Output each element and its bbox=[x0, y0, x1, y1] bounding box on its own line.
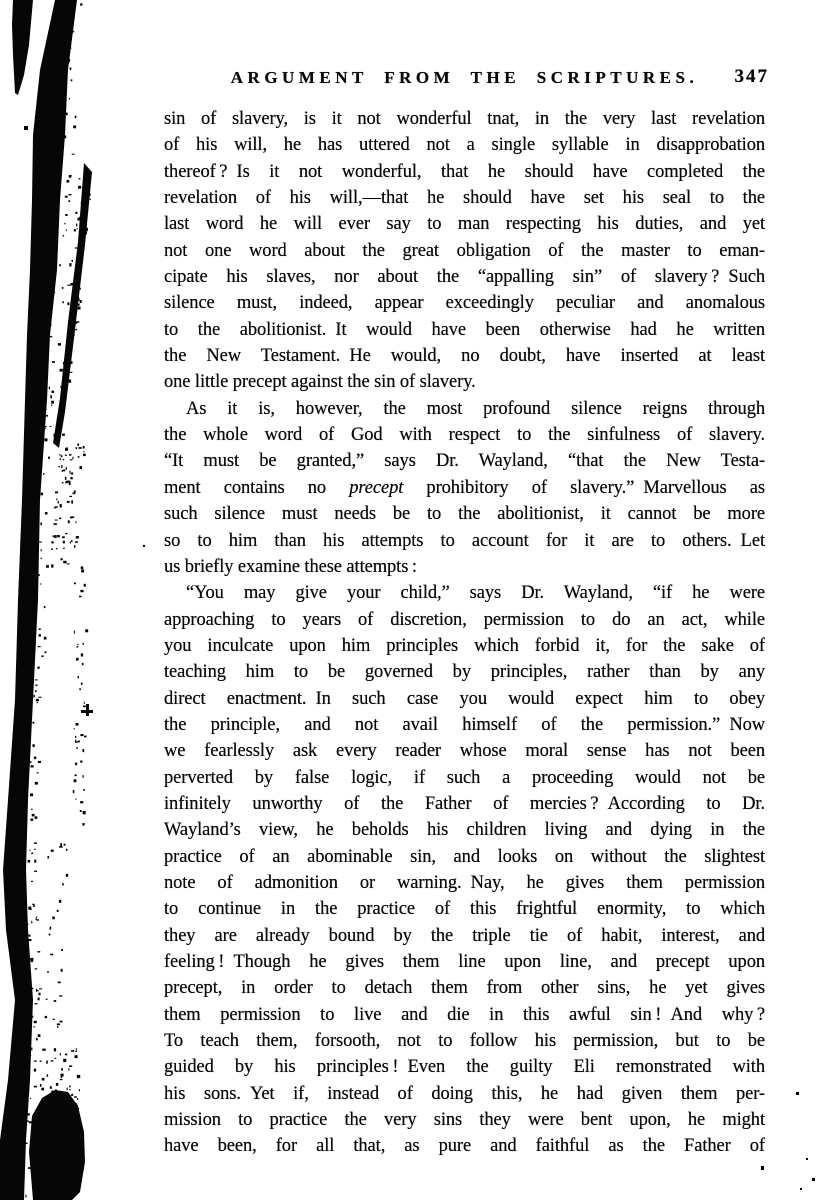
page-header bbox=[164, 66, 769, 94]
text-line bbox=[164, 791, 765, 817]
text-line bbox=[164, 975, 765, 1001]
text-line bbox=[164, 870, 765, 896]
text-line bbox=[164, 501, 765, 527]
text-segment: As it is, however, the most profound silence reigns through bbox=[186, 398, 765, 419]
text-segment: have been, for all that, as pure and faithful as the Father of bbox=[164, 1136, 765, 1157]
text-line bbox=[164, 475, 765, 501]
text-line bbox=[164, 528, 765, 554]
text-segment: practice of an abominable sin, and looks on without the slightest bbox=[164, 846, 765, 867]
text-segment: “You may give your child,” says Dr. Wayland, “if he were bbox=[186, 583, 765, 604]
text-segment: the whole word of God with respect to the sinfulness of slavery. bbox=[164, 425, 765, 446]
text-segment: mission to practice the very sins they were bent upon, he might bbox=[164, 1110, 765, 1131]
ink-blob-bottom bbox=[29, 1090, 85, 1200]
text-segment: you inculcate upon him principles which forbid it, for the sake of bbox=[164, 635, 765, 656]
text-segment: infinitely unworthy of the Father of mercies ? According to Dr. bbox=[164, 793, 765, 814]
text-segment: they are already bound by the triple tie of habit, interest, and bbox=[164, 925, 765, 946]
text-line bbox=[164, 765, 765, 791]
text-segment: so to him than his attempts to account for it are to others. Let bbox=[164, 530, 765, 551]
text-line bbox=[164, 369, 765, 395]
text-segment: the New Testament. He would, no doubt, have inserted at least bbox=[164, 346, 765, 367]
text-line bbox=[164, 923, 765, 949]
text-segment: to the abolitionist. It would have been otherwise had he written bbox=[164, 319, 765, 340]
ink-sliver-top-left bbox=[12, 0, 33, 95]
text-segment: such silence must needs be to the abolitionist, it cannot be more bbox=[164, 504, 765, 525]
text-segment: perverted by false logic, if such a proceeding would not be bbox=[164, 767, 765, 788]
text-segment: not one word about the great obligation of the master to eman- bbox=[164, 240, 765, 261]
text-line bbox=[164, 738, 765, 764]
text-line bbox=[164, 554, 765, 580]
text-line bbox=[164, 659, 765, 685]
text-segment: Wayland’s view, he beholds his children living and dying in the bbox=[164, 820, 765, 841]
text-line bbox=[164, 712, 765, 738]
text-line bbox=[164, 1054, 765, 1080]
text-segment: note of admonition or warning. Nay, he gives them permission bbox=[164, 872, 765, 893]
text-segment: cipate his slaves, nor about the “appalling sin” of slavery ? Such bbox=[164, 267, 765, 288]
text-line bbox=[164, 159, 765, 185]
text-segment: approaching to years of discretion, permission to do an act, while bbox=[164, 609, 765, 630]
text-segment: precept, in order to detach them from other sins, he yet gives bbox=[164, 978, 765, 999]
text-line bbox=[164, 580, 765, 606]
text-line bbox=[164, 896, 765, 922]
text-line bbox=[164, 1133, 765, 1159]
text-segment: prohibitory of slavery.” Marvellous as bbox=[403, 477, 765, 498]
italic-text: precept bbox=[349, 477, 404, 498]
text-line bbox=[164, 1107, 765, 1133]
text-segment: of his will, he has uttered not a single syllable in disapprobation bbox=[164, 135, 765, 156]
ink-streak-main bbox=[0, 0, 77, 1200]
text-line bbox=[164, 686, 765, 712]
text-segment: his sons. Yet if, instead of doing this, he had given them per- bbox=[164, 1083, 765, 1104]
text-line bbox=[164, 185, 765, 211]
text-segment: direct enactment. In such case you would expect him to obey bbox=[164, 688, 765, 709]
text-segment: revelation of his will,—that he should have set his seal to the bbox=[164, 188, 765, 209]
text-segment: we fearlessly ask every reader whose moral sense has not been bbox=[164, 741, 765, 762]
ink-streak-secondary bbox=[53, 163, 92, 448]
text-line bbox=[164, 132, 765, 158]
text-segment: teaching him to be governed by principles, rather than by any bbox=[164, 662, 765, 683]
page-number: 347 bbox=[734, 66, 769, 87]
text-segment: “It must be granted,” says Dr. Wayland, “that the New Testa- bbox=[164, 451, 765, 472]
text-line bbox=[164, 290, 765, 316]
text-segment: to continue in the practice of this frightful enormity, to which bbox=[164, 899, 765, 920]
text-segment: feeling ! Though he gives them line upon line, and precept upon bbox=[164, 952, 765, 972]
text-line bbox=[164, 607, 765, 633]
text-line bbox=[164, 317, 765, 343]
text-line bbox=[164, 817, 765, 843]
text-line bbox=[164, 264, 765, 290]
text-line bbox=[164, 396, 765, 422]
text-line bbox=[164, 633, 765, 659]
text-line bbox=[164, 422, 765, 448]
text-line bbox=[164, 844, 765, 870]
text-line bbox=[164, 1081, 765, 1107]
text-line bbox=[164, 211, 765, 237]
text-segment: silence must, indeed, appear exceedingly peculiar and anomalous bbox=[164, 293, 765, 314]
running-title: ARGUMENT FROM THE SCRIPTURES. bbox=[230, 68, 699, 87]
text-line bbox=[164, 106, 765, 132]
text-line bbox=[164, 448, 765, 474]
text-segment: the principle, and not avail himself of the permission.” Now bbox=[164, 714, 765, 735]
text-segment: last word he will ever say to man respecting his duties, and yet bbox=[164, 214, 765, 235]
text-block bbox=[164, 106, 765, 1160]
text-line bbox=[164, 1002, 765, 1028]
text-segment: guided by his principles ! Even the guilty Eli remonstrated with bbox=[164, 1057, 765, 1078]
text-segment: us briefly examine these attempts : bbox=[164, 556, 417, 577]
text-segment: To teach them, forsooth, not to follow his permission, but to be bbox=[164, 1031, 765, 1052]
text-line bbox=[164, 1028, 765, 1054]
text-segment: one little precept against the sin of slavery. bbox=[164, 372, 476, 393]
text-segment: ment contains no bbox=[164, 477, 350, 498]
text-segment: thereof ? Is it not wonderful, that he should have completed the bbox=[164, 161, 765, 182]
text-line bbox=[164, 343, 765, 369]
text-segment: sin of slavery, is it not wonderful tnat, in the very last revelation bbox=[164, 109, 765, 129]
text-segment: them permission to live and die in this awful sin ! And why ? bbox=[164, 1004, 765, 1025]
text-line bbox=[164, 238, 765, 264]
text-line bbox=[164, 949, 765, 975]
